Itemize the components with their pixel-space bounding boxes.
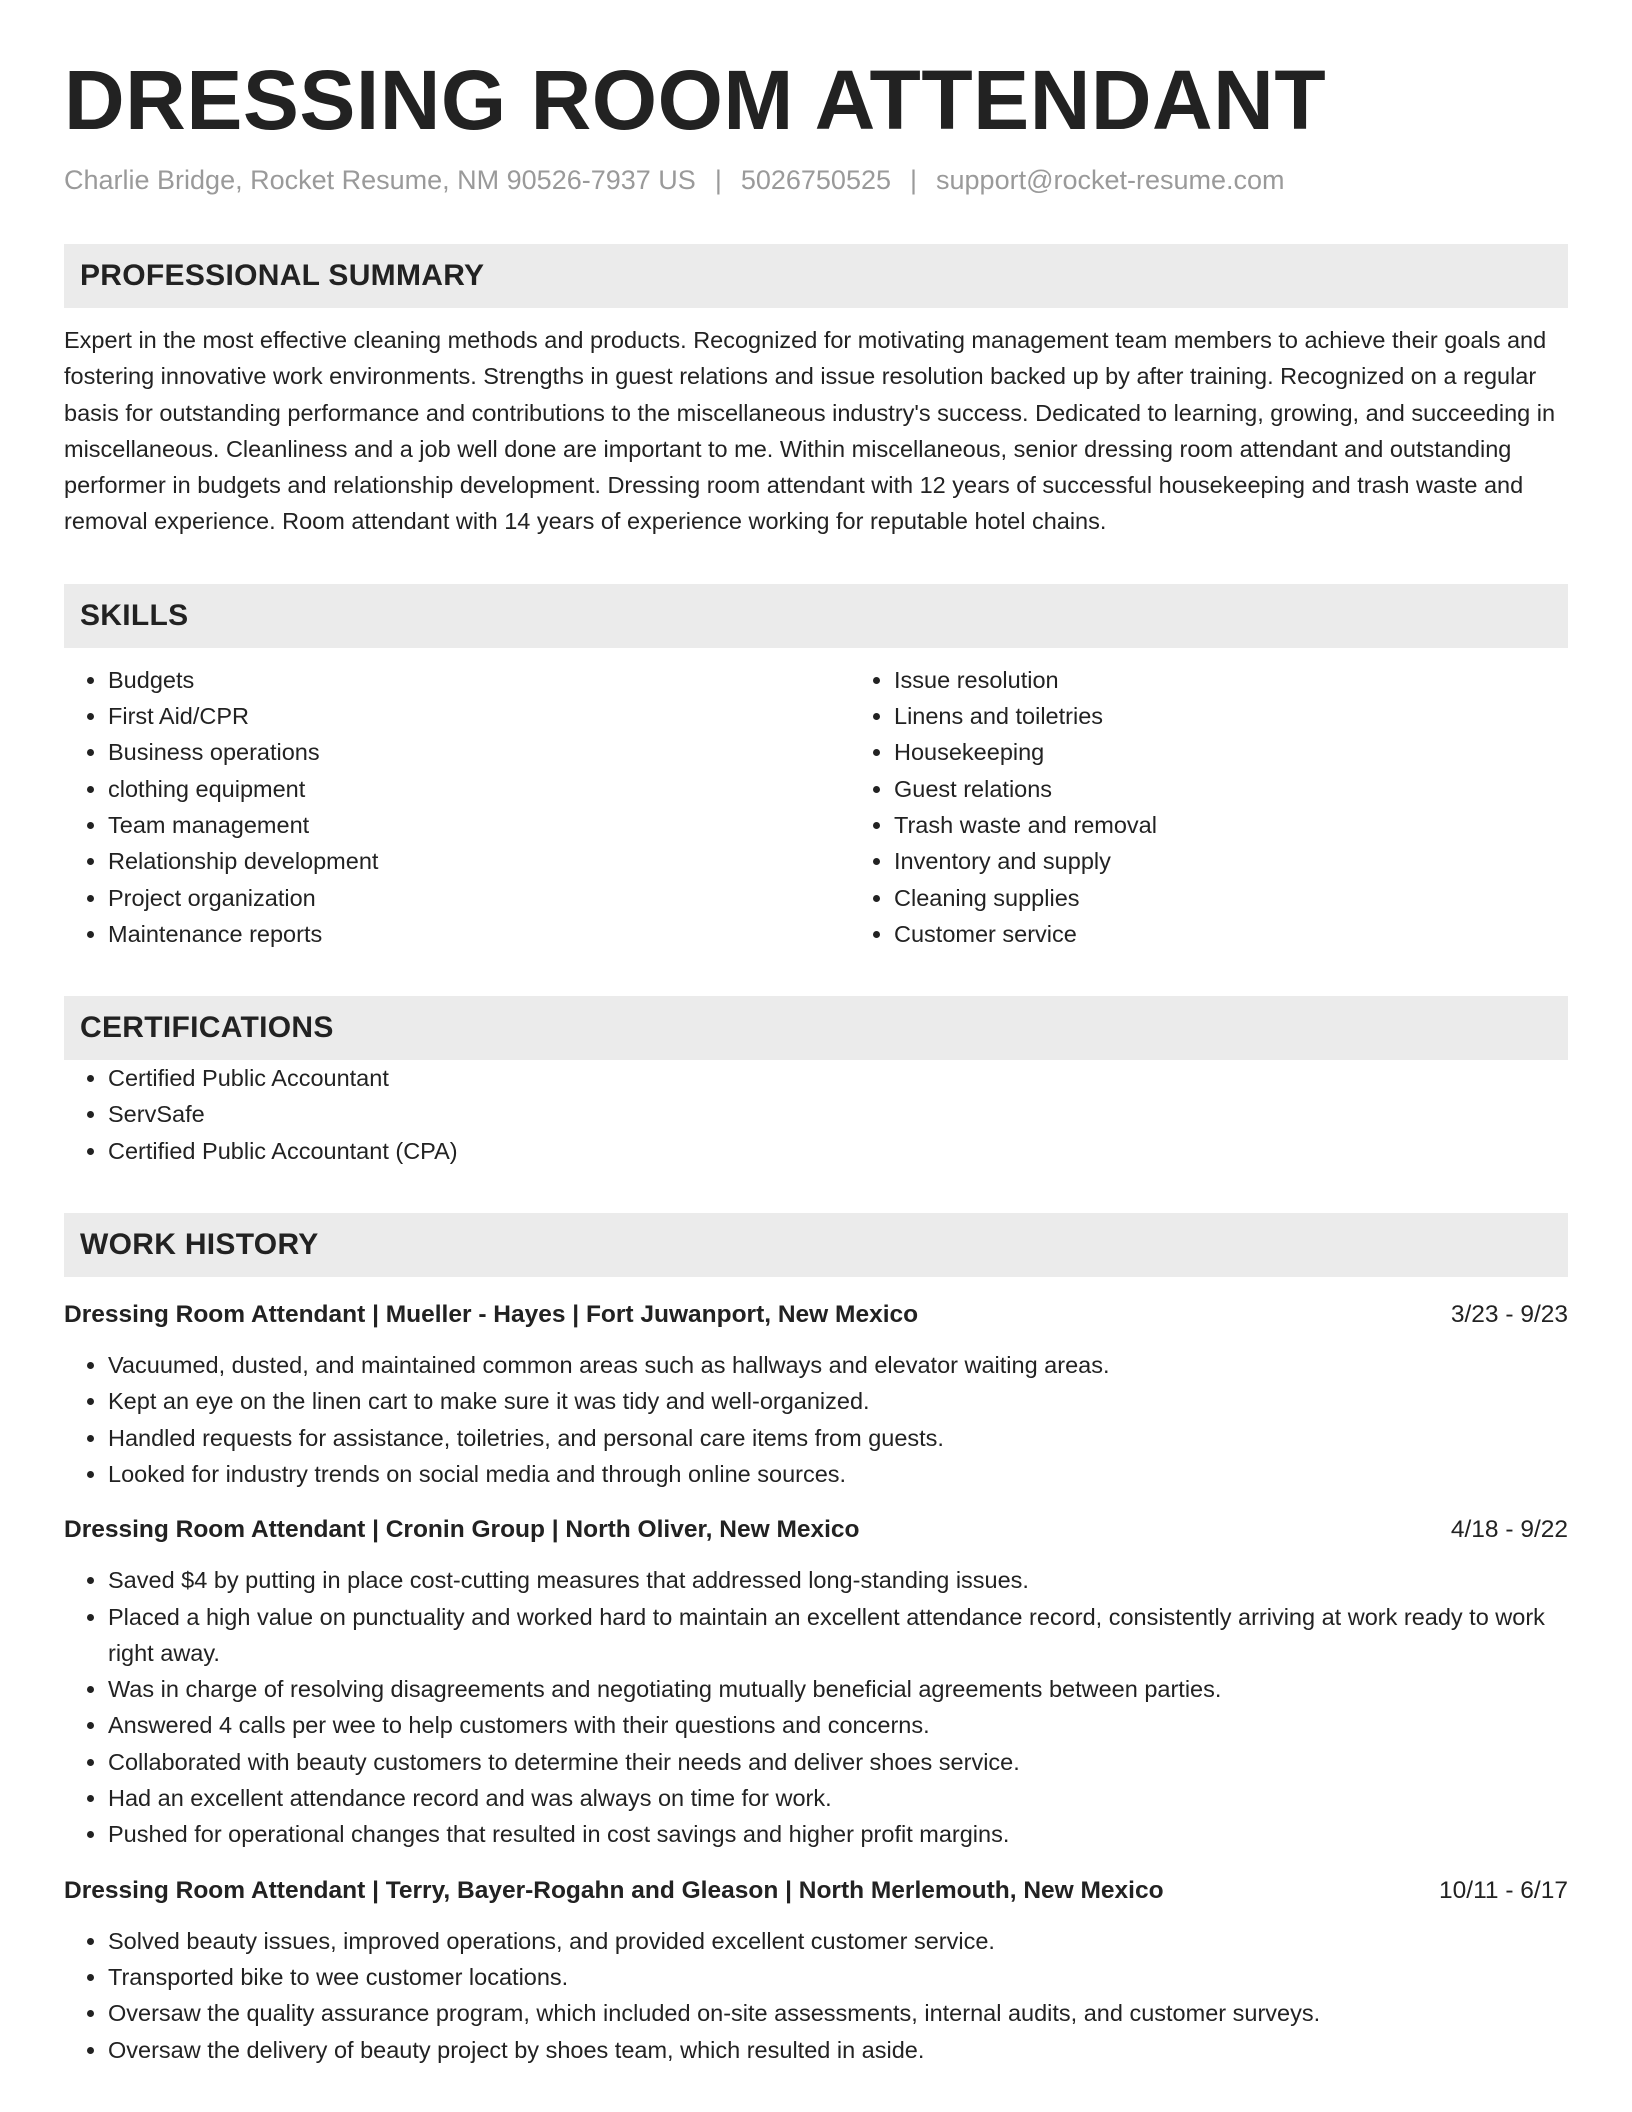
summary-text: Expert in the most effective cleaning methods and products. Recognized for motivating management team members to achieve their goals and fostering innovative work environments. Strengths in guest relations and issue resolution backed up by after training. Recognized on a regular basis for outstanding performance and contributions to the miscellaneous industry's success. Dedicated to learning, growing, and succeeding in miscellaneous. Cleanliness and a job well done are important to me. Within miscellaneous, senior dressing room attendant and outstanding performer in budgets and relationship development. Dressing room attendant with 12 years of successful housekeeping and trash waste and removal experience. Room attendant with 14 years of experience working for reputable hotel chains.	[64, 327, 1556, 535]
job-dates: 3/23 - 9/23	[1450, 1301, 1568, 1329]
job-bullet: • Saved $4 by putting in place cost-cutting measures that addressed long-standing issues.	[108, 1562, 1568, 1598]
job-bullet: • Vacuumed, dusted, and maintained common areas such as hallways and elevator waiting areas.	[108, 1347, 1568, 1383]
skill-item: • Inventory and supply	[894, 843, 1632, 879]
job-header	[64, 1512, 1568, 1548]
skills-columns	[64, 662, 1568, 952]
job-title: Dressing Room Attendant | Mueller - Hayes | Fort Juwanport, New Mexico	[64, 1301, 919, 1329]
contact-email: support@rocket-resume.com	[936, 165, 1285, 195]
section-heading-skills: SKILLS	[64, 584, 1568, 648]
skills-list-left	[64, 662, 850, 952]
contact-separator: |	[714, 165, 722, 195]
job-bullets	[64, 1347, 1568, 1492]
job-bullet: • Collaborated with beauty customers to determine their needs and deliver shoes service.	[108, 1744, 1568, 1780]
job-bullet: • Looked for industry trends on social media and through online sources.	[108, 1456, 1568, 1492]
job-bullets	[64, 1923, 1568, 2068]
job-dates: 4/18 - 9/22	[1450, 1516, 1568, 1544]
skill-item: • Business operations	[108, 734, 850, 770]
resume-content	[64, 50, 1568, 2068]
skill-item: • Maintenance reports	[108, 916, 850, 952]
skill-item: • Budgets	[108, 662, 850, 698]
certification-item: • Certified Public Accountant (CPA)	[108, 1133, 1568, 1169]
job-bullet: • Transported bike to wee customer locations.	[108, 1959, 1568, 1995]
contact-address: Charlie Bridge, Rocket Resume, NM 90526-7937 US	[64, 165, 696, 195]
certification-item: • Certified Public Accountant	[108, 1060, 1568, 1096]
contact-separator: |	[910, 165, 918, 195]
work-history-list	[64, 1297, 1568, 2068]
job-bullet: • Oversaw the quality assurance program, which included on-site assessments, internal audits, and customer surveys.	[108, 1995, 1568, 2031]
job-bullets	[64, 1562, 1568, 1852]
job-bullet: • Answered 4 calls per wee to help customers with their questions and concerns.	[108, 1707, 1568, 1743]
skill-item: • Trash waste and removal	[894, 807, 1632, 843]
skill-item: • First Aid/CPR	[108, 698, 850, 734]
section-heading-summary: PROFESSIONAL SUMMARY	[64, 244, 1568, 308]
skill-item: • Linens and toiletries	[894, 698, 1632, 734]
job-entry	[64, 1297, 1568, 1492]
job-bullet: • Had an excellent attendance record and was always on time for work.	[108, 1780, 1568, 1816]
job-header	[64, 1297, 1568, 1333]
job-entry	[64, 1873, 1568, 2068]
job-title: Dressing Room Attendant | Cronin Group | North Oliver, New Mexico	[64, 1516, 860, 1544]
skill-item: • Cleaning supplies	[894, 880, 1632, 916]
job-bullet: • Kept an eye on the linen cart to make sure it was tidy and well-organized.	[108, 1383, 1568, 1419]
skill-item: • clothing equipment	[108, 771, 850, 807]
contact-line	[64, 160, 1568, 200]
skill-item: • Customer service	[894, 916, 1632, 952]
certifications-list	[64, 1060, 1568, 1169]
job-bullet: • Solved beauty issues, improved operations, and provided excellent customer service.	[108, 1923, 1568, 1959]
skill-item: • Relationship development	[108, 843, 850, 879]
skill-item: • Project organization	[108, 880, 850, 916]
skill-item: • Guest relations	[894, 771, 1632, 807]
job-bullet: • Pushed for operational changes that resulted in cost savings and higher profit margins.	[108, 1816, 1568, 1852]
job-bullet: • Oversaw the delivery of beauty project by shoes team, which resulted in aside.	[108, 2032, 1568, 2068]
job-entry	[64, 1512, 1568, 1852]
job-header	[64, 1873, 1568, 1909]
skill-item: • Housekeeping	[894, 734, 1632, 770]
section-heading-work-history: WORK HISTORY	[64, 1213, 1568, 1277]
skill-item: • Issue resolution	[894, 662, 1632, 698]
job-dates: 10/11 - 6/17	[1439, 1876, 1568, 1904]
skills-list-right	[850, 662, 1632, 952]
job-bullet: • Was in charge of resolving disagreements and negotiating mutually beneficial agreements between parties.	[108, 1671, 1568, 1707]
job-bullet: • Handled requests for assistance, toiletries, and personal care items from guests.	[108, 1420, 1568, 1456]
section-heading-certifications: CERTIFICATIONS	[64, 996, 1568, 1060]
certification-item: • ServSafe	[108, 1096, 1568, 1132]
contact-phone: 5026750525	[740, 165, 891, 195]
job-bullet: • Placed a high value on punctuality and worked hard to maintain an excellent attendance record, consistently arriving at work ready to work right away.	[108, 1599, 1568, 1672]
job-title: Dressing Room Attendant | Terry, Bayer-Rogahn and Gleason | North Merlemouth, New Mexico	[64, 1876, 1164, 1904]
skill-item: • Team management	[108, 807, 850, 843]
candidate-name: DRESSING ROOM ATTENDANT	[64, 53, 1327, 147]
